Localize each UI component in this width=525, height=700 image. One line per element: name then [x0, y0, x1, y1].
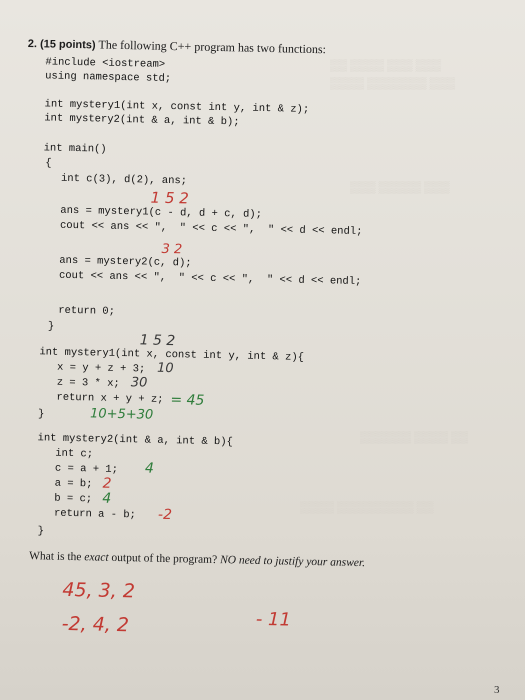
question-number: 2.: [27, 37, 38, 51]
final-question: [29, 550, 365, 569]
code-main-signature: int main(): [43, 142, 107, 156]
question-points: (15 points): [39, 38, 96, 52]
code-mystery2-line2: c = a + 1;: [54, 462, 119, 476]
page-number: 3: [494, 684, 500, 696]
code-mystery1-line2: z = 3 * x;: [56, 376, 120, 390]
handwritten-return-value: -2: [157, 506, 173, 524]
code-include: #include <iostream>: [45, 56, 166, 71]
final-question-exact: exact: [84, 551, 109, 564]
final-question-mid: output of the program?: [108, 551, 221, 567]
handwritten-call1-values: 1 5 2: [150, 188, 189, 208]
code-brace-close: }: [47, 320, 55, 333]
question-text: The following C++ program has two functions:: [98, 37, 327, 57]
code-mystery2-line3: a = b;: [54, 477, 93, 491]
code-return-0: return 0;: [58, 304, 116, 318]
code-mystery1-line1: x = y + z + 3;: [56, 361, 146, 376]
handwritten-a-value: 2: [102, 475, 112, 492]
final-question-lead: What is the: [28, 550, 85, 564]
final-question-instruction: NO need to justify your answer.: [219, 554, 366, 570]
code-proto-mystery1: int mystery1(int x, const int y, int & z);: [44, 98, 310, 116]
code-mystery2-line5: return a - b;: [53, 507, 137, 522]
handwritten-answer-line1: 45, 3, 2: [62, 578, 136, 603]
handwritten-c-value: 4: [144, 460, 155, 477]
handwritten-sum: 10+5+30: [89, 406, 154, 423]
handwritten-x-value: 10: [156, 360, 174, 377]
bleed-through-text: ▒▒▒▒ ▒▒▒▒▒▒▒ ▒▒▒: [330, 76, 456, 90]
handwritten-call2-values: 3 2: [161, 241, 183, 258]
bleed-through-text: ▒▒ ▒▒▒▒ ▒▒▒ ▒▒▒: [330, 58, 442, 72]
code-cout-1: cout << ans << ", " << c << ", " << d << endl;: [59, 219, 363, 239]
handwritten-sum-result: = 45: [170, 392, 205, 409]
handwritten-b-value: 4: [102, 490, 112, 507]
exam-page: [15, 36, 498, 686]
code-mystery1-line3: return x + y + z;: [56, 391, 164, 406]
code-using: using namespace std;: [45, 70, 172, 86]
code-proto-mystery2: int mystery2(int & a, int & b);: [44, 112, 240, 129]
code-declaration: int c(3), d(2), ans;: [60, 172, 188, 188]
code-cout-2: cout << ans << ", " << c << ", " << d << endl;: [58, 269, 362, 289]
code-call-mystery2: ans = mystery2(c, d);: [59, 254, 192, 270]
handwritten-answer-line2: -2, 4, 2: [61, 612, 130, 637]
bleed-through-text: ▒▒▒ ▒▒▒▒▒ ▒▒▒: [350, 180, 450, 194]
code-mystery2-line4: b = c;: [54, 492, 93, 506]
code-brace-open: {: [45, 157, 52, 170]
code-call-mystery1: ans = mystery1(c - d, d + c, d);: [60, 204, 263, 221]
handwritten-score: - 11: [255, 608, 292, 631]
code-mystery2-close: }: [37, 525, 45, 538]
code-mystery1-close: }: [37, 408, 45, 421]
code-mystery1-signature: int mystery1(int x, const int y, int & z){: [39, 346, 305, 364]
bleed-through-text: ▒▒▒▒▒▒ ▒▒▒▒ ▒▒: [360, 430, 469, 444]
bleed-through-text: ▒▒▒▒ ▒▒▒▒▒▒▒▒▒ ▒▒: [300, 500, 434, 514]
code-mystery2-line1: int c;: [55, 447, 94, 461]
code-mystery2-signature: int mystery2(int & a, int & b){: [37, 432, 234, 449]
handwritten-z-value: 30: [130, 375, 148, 391]
handwritten-mystery1-args: 1 5 2: [139, 332, 176, 350]
